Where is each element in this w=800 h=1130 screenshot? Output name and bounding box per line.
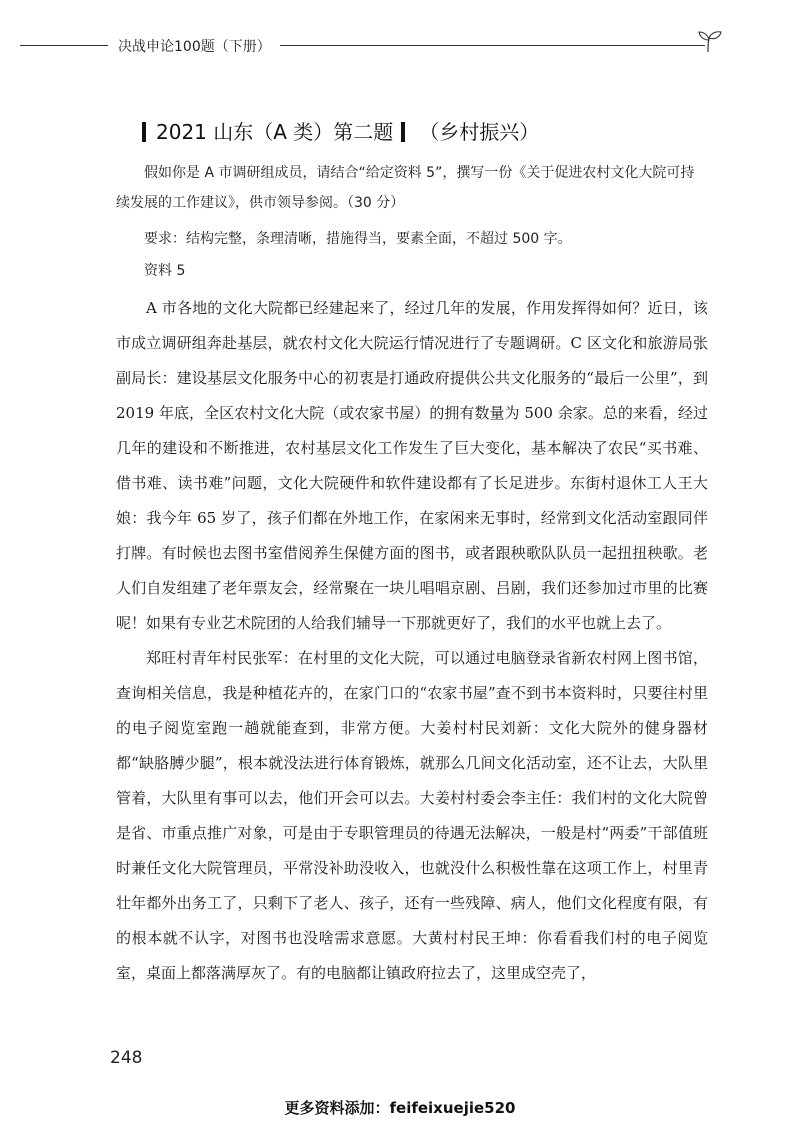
header-rule-left: [20, 45, 108, 46]
footer-note: 更多资料添加：feifeixuejie520: [284, 1099, 516, 1117]
question-source: 2021 山东（A 类）第二题: [156, 120, 394, 144]
question-topic: （乡村振兴）: [419, 120, 540, 144]
material-title: 资料 5: [144, 263, 186, 279]
header-rule-right: [280, 45, 705, 46]
question-block: [116, 158, 706, 254]
page-number: 248: [110, 1048, 143, 1068]
question-requirements: 要求：结构完整，条理清晰，措施得当，要素全面，不超过 500 字。: [144, 231, 572, 247]
heading-bar-left: [142, 122, 146, 142]
book-title: 决战申论100题（下册）: [118, 39, 271, 55]
question-prompt: 假如你是 A 市调研组成员，请结合“给定资料 5”，撰写一份《关于促进农村文化大院可持续发展的工作建议》，供市领导参阅。（30 分）: [116, 165, 695, 211]
running-header: [20, 32, 710, 58]
material-paragraph: A 市各地的文化大院都已经建起来了，经过几年的发展，作用发挥得如何？近日，该市成立调研组奔赴基层，就农村文化大院运行情况进行了专题调研。C 区文化和旅游局张副局长：建设基层文化服务中心的初衷是打通政府提供公共文化服务的“最后一公里”，到 2019 年底，全区农村文化大院（或农家书屋）的拥有数量为 500 余家。总的来看，经过几年的建设和不断推进，农村基层文化工作发生了巨大变化，基本解决了农民“买书难、借书难、读书难”问题，文化大院硬件和软件建设都有了长足进步。东街村退休工人王大娘：我今年 65 岁了，孩子们都在外地工作，在家闲来无事时，经常到文化活动室跟同伴打牌。有时候也去图书室借阅养生保健方面的图书，或者跟秧歌队队员一起扭扭秧歌。老人们自发组建了老年票友会，经常聚在一块儿唱唱京剧、吕剧，我们还参加过市里的比赛呢！如果有专业艺术院团的人给我们辅导一下那就更好了，我们的水平也就上去了。: [116, 299, 708, 632]
sprout-icon: [696, 28, 724, 54]
question-heading: [142, 116, 539, 145]
heading-bar-right: [401, 122, 405, 142]
material-body: [116, 291, 708, 991]
material-paragraph: 郑旺村青年村民张军：在村里的文化大院，可以通过电脑登录省新农村网上图书馆，查询相关信息，我是种植花卉的，在家门口的“农家书屋”查不到书本资料时，只要往村里的电子阅览室跑一趟就能查到，非常方便。大姜村村民刘新：文化大院外的健身器材都“缺胳膊少腿”，根本就没法进行体育锻炼，就那么几间文化活动室，还不让去，大队里管着，大队里有事可以去，他们开会可以去。大姜村村委会李主任：我们村的文化大院曾是省、市重点推广对象，可是由于专职管理员的待遇无法解决，一般是村“两委”干部值班时兼任文化大院管理员，平常没补助没收入，也就没什么积极性靠在这项工作上，村里青壮年都外出务工了，只剩下了老人、孩子，还有一些残障、病人，他们文化程度有限，有的根本就不认字，对图书也没啥需求意愿。大黄村村民王坤：你看看我们村的电子阅览室，桌面上都落满厚灰了。有的电脑都让镇政府拉去了，这里成空壳了，: [116, 649, 708, 982]
